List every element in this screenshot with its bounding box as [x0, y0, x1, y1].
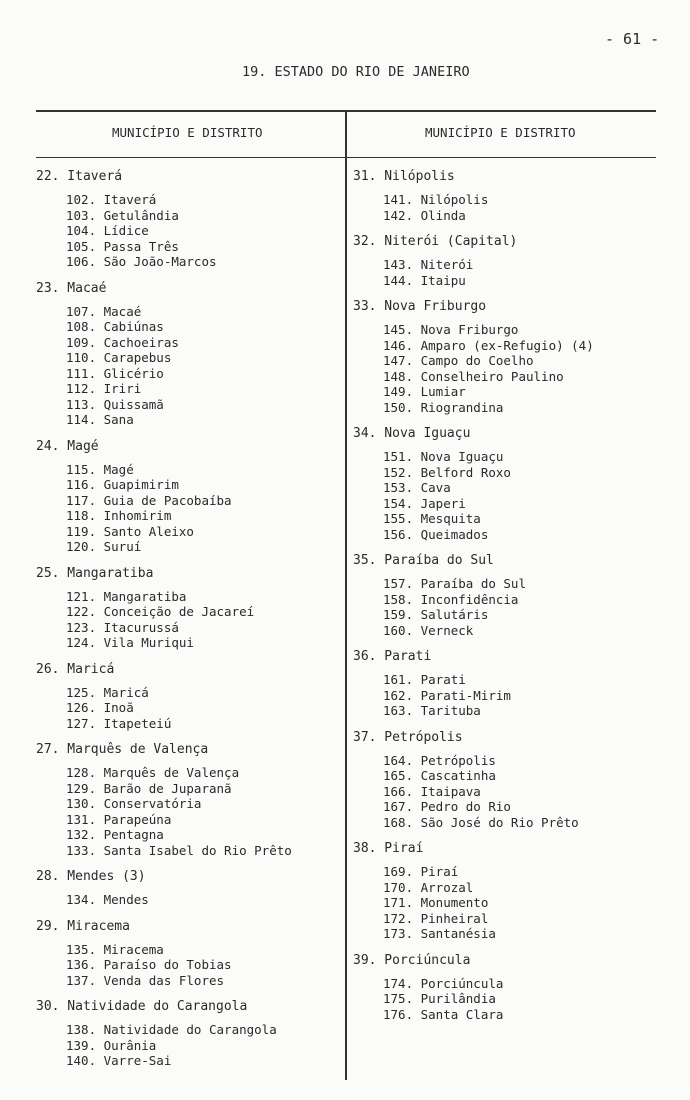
distrito-item: 171. Monumento [383, 895, 489, 910]
distrito-item: 154. Japeri [383, 495, 466, 511]
page-title: 19. ESTADO DO RIO DE JANEIRO [242, 64, 470, 80]
distrito-item: 117. Guia de Pacobaíba [66, 492, 232, 508]
page-number: - 61 - [605, 30, 660, 48]
municipio-name: 30. Natividade do Carangola [36, 999, 248, 1014]
distrito-item: 168. São José do Rio Prêto [383, 814, 579, 830]
distrito-item: 127. Itapeteiú [66, 715, 172, 731]
municipio-name: 26. Maricá [36, 661, 115, 677]
distrito-item: 114. Sana [66, 412, 134, 427]
distrito-item: 107. Macaé [66, 303, 142, 319]
distrito-item: 170. Arrozal [383, 879, 474, 895]
municipio-name: 39. Porciúncula [353, 952, 471, 968]
distrito-item: 148. Conselheiro Paulino [383, 368, 564, 384]
distrito-item: 115. Magé [66, 461, 134, 477]
municipio-block [36, 280, 336, 428]
distrito-item: 142. Olinda [383, 207, 466, 223]
municipio-name: 29. Miracema [36, 918, 130, 934]
distrito-item: 110. Carapebus [66, 350, 172, 365]
distrito-item: 136. Paraíso do Tobias [66, 957, 232, 972]
distrito-list [383, 976, 653, 1023]
distrito-item: 134. Mendes [66, 892, 149, 907]
municipio-name: 32. Niterói (Capital) [353, 234, 518, 249]
municipio-block [36, 741, 336, 858]
distrito-item: 126. Inoã [66, 700, 134, 715]
municipio-block [353, 552, 653, 638]
distrito-list [66, 304, 336, 428]
distrito-list [383, 753, 653, 831]
municipio-block [353, 168, 653, 223]
municipio-name: 28. Mendes (3) [36, 869, 146, 884]
distrito-item: 163. Tarituba [383, 703, 481, 718]
distrito-item: 174. Porciúncula [383, 975, 504, 991]
municipio-block [353, 648, 653, 719]
municipio-block [353, 425, 653, 542]
municipio-name: 27. Marquês de Valença [36, 742, 209, 757]
distrito-item: 155. Mesquita [383, 511, 481, 526]
distrito-list [66, 1022, 336, 1069]
municipio-block [36, 168, 336, 270]
distrito-list [66, 765, 336, 858]
distrito-item: 132. Pentagna [66, 827, 164, 842]
distrito-item: 145. Nova Friburgo [383, 322, 519, 337]
municipio-block [353, 233, 653, 288]
distrito-item: 130. Conservatória [66, 796, 202, 811]
distrito-item: 140. Varre-Sai [66, 1053, 172, 1068]
distrito-list [383, 576, 653, 638]
municipio-block [36, 565, 336, 651]
municipio-block [353, 952, 653, 1023]
distrito-item: 161. Parati [383, 672, 466, 687]
distrito-list [383, 322, 653, 415]
distrito-list [66, 462, 336, 555]
distrito-item: 129. Barão de Juparanã [66, 780, 232, 796]
municipio-name: 23. Macaé [36, 280, 107, 296]
distrito-item: 111. Glicério [66, 365, 164, 381]
municipio-name: 31. Nilópolis [353, 169, 455, 184]
municipio-name: 33. Nova Friburgo [353, 299, 487, 314]
distrito-item: 131. Parapeúna [66, 811, 172, 827]
distrito-item: 118. Inhomirim [66, 508, 172, 523]
distrito-item: 120. Suruí [66, 539, 142, 554]
distrito-item: 158. Inconfidência [383, 591, 519, 607]
distrito-item: 141. Nilópolis [383, 192, 489, 207]
distrito-item: 139. Ourânia [66, 1037, 157, 1053]
distrito-item: 173. Santanésia [383, 926, 496, 941]
right-column [353, 168, 653, 1032]
municipio-name: 34. Nova Iguaçu [353, 426, 471, 441]
municipio-block [36, 868, 336, 908]
distrito-list [383, 672, 653, 719]
distrito-item: 123. Itacurussá [66, 619, 179, 635]
municipio-name: 35. Paraíba do Sul [353, 553, 494, 568]
distrito-list [383, 864, 653, 942]
municipio-name: 22. Itaverá [36, 169, 123, 184]
municipio-name: 25. Mangaratiba [36, 565, 154, 581]
distrito-list [66, 892, 336, 908]
distrito-item: 146. Amparo (ex-Refugio) (4) [383, 337, 594, 353]
distrito-item: 116. Guapimirim [66, 477, 179, 492]
distrito-item: 112. Iriri [66, 381, 142, 396]
distrito-item: 128. Marquês de Valença [66, 765, 240, 780]
distrito-item: 135. Miracema [66, 941, 164, 957]
municipio-block [353, 840, 653, 942]
distrito-item: 121. Mangaratiba [66, 588, 187, 604]
distrito-item: 104. Lídice [66, 223, 149, 238]
distrito-item: 165. Cascatinha [383, 768, 496, 783]
municipio-name: 24. Magé [36, 438, 99, 454]
distrito-list [383, 449, 653, 542]
municipio-block [353, 729, 653, 831]
distrito-item: 125. Maricá [66, 684, 149, 700]
distrito-item: 105. Passa Três [66, 238, 179, 254]
distrito-list [66, 942, 336, 989]
municipio-block [353, 298, 653, 415]
distrito-item: 153. Cava [383, 480, 451, 495]
distrito-list [66, 192, 336, 270]
distrito-item: 109. Cachoeiras [66, 334, 179, 350]
distrito-item: 157. Paraíba do Sul [383, 576, 526, 591]
distrito-item: 113. Quissamã [66, 396, 164, 412]
municipio-block [36, 918, 336, 989]
distrito-item: 119. Santo Aleixo [66, 523, 194, 539]
distrito-item: 143. Niterói [383, 257, 474, 272]
distrito-item: 133. Santa Isabel do Rio Prêto [66, 842, 292, 858]
distrito-item: 150. Riograndina [383, 399, 504, 415]
distrito-item: 162. Parati-Mirim [383, 687, 511, 703]
column-divider [345, 112, 347, 1080]
distrito-item: 122. Conceição de Jacareí [66, 604, 255, 619]
distrito-item: 108. Cabiúnas [66, 319, 164, 334]
municipio-block [36, 438, 336, 555]
distrito-item: 147. Campo do Coelho [383, 353, 534, 368]
distrito-item: 152. Belford Roxo [383, 464, 511, 480]
distrito-item: 124. Vila Muriqui [66, 635, 194, 650]
municipio-name: 37. Petrópolis [353, 729, 463, 745]
distrito-item: 151. Nova Iguaçu [383, 449, 504, 464]
municipio-block [36, 661, 336, 732]
municipio-name: 36. Parati [353, 649, 432, 664]
distrito-item: 169. Piraí [383, 864, 459, 879]
distrito-item: 164. Petrópolis [383, 752, 496, 768]
distrito-item: 103. Getulândia [66, 207, 179, 223]
distrito-item: 172. Pinheiral [383, 910, 489, 926]
distrito-item: 137. Venda das Flores [66, 972, 225, 988]
distrito-list [66, 685, 336, 732]
distrito-list [66, 589, 336, 651]
distrito-item: 102. Itaverá [66, 192, 157, 207]
distrito-item: 106. São João-Marcos [66, 254, 217, 269]
column-header-right: MUNICÍPIO E DISTRITO [425, 125, 576, 140]
distrito-list [383, 192, 653, 223]
distrito-item: 160. Verneck [383, 622, 474, 638]
distrito-item: 175. Purilândia [383, 991, 496, 1006]
distrito-item: 166. Itaipava [383, 783, 481, 799]
distrito-item: 138. Natividade do Carangola [66, 1022, 277, 1037]
column-header-left: MUNICÍPIO E DISTRITO [112, 125, 263, 140]
left-column [36, 168, 336, 1079]
distrito-item: 144. Itaipu [383, 272, 466, 288]
distrito-item: 176. Santa Clara [383, 1006, 504, 1022]
distrito-item: 149. Lumiar [383, 384, 466, 399]
distrito-list [383, 257, 653, 288]
distrito-item: 159. Salutáris [383, 607, 489, 622]
municipio-block [36, 998, 336, 1069]
distrito-item: 167. Pedro do Rio [383, 799, 511, 814]
distrito-item: 156. Queimados [383, 526, 489, 542]
municipio-name: 38. Piraí [353, 841, 424, 856]
